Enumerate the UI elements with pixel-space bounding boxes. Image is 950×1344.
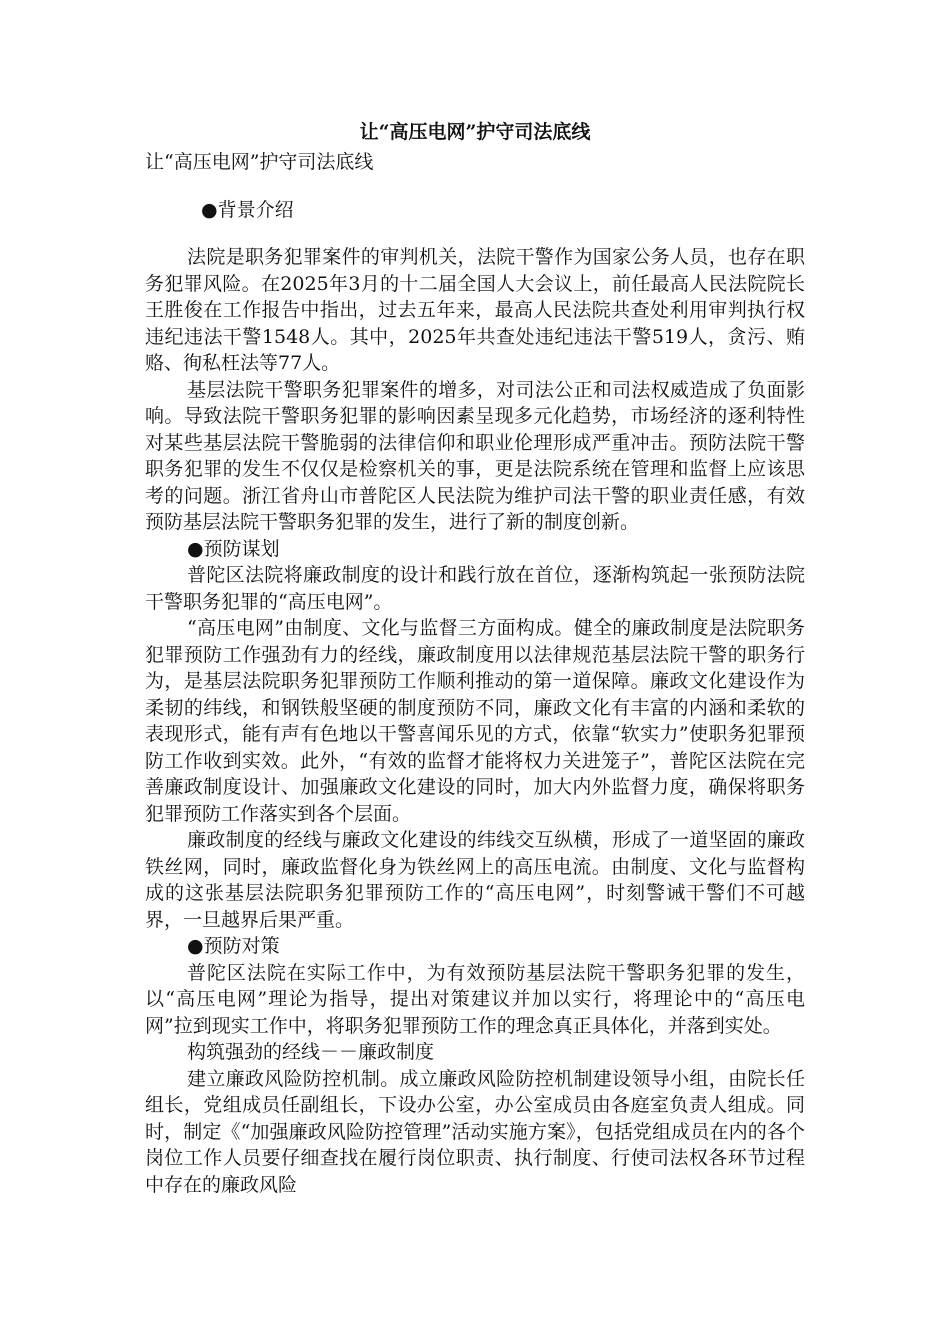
- paragraph: 基层法院干警职务犯罪案件的增多，对司法公正和司法权威造成了负面影响。导致法院干警职务犯罪的影响因素呈现多元化趋势，市场经济的逐利特性对某些基层法院干警脆弱的法律信仰和职业伦理形成严重冲击。预防法院干警职务犯罪的发生不仅仅是检察机关的事，更是法院系统在管理和监督上应该思考的问题。浙江省舟山市普陀区人民法院为维护司法干警的职业责任感，有效预防基层法院干警职务犯罪的发生，进行了新的制度创新。: [145, 378, 805, 533]
- paragraph: 法院是职务犯罪案件的审判机关，法院干警作为国家公务人员，也存在职务犯罪风险。在2025年3月的十二届全国人大会议上，前任最高人民法院院长王胜俊在工作报告中指出，过去五年来，最高人民法院共查处利用审判执行权违纪违法干警1548人。其中，2025年共查处违纪违法干警519人，贪污、贿赂、徇私枉法等77人。: [145, 246, 805, 374]
- paragraph: “高压电网”由制度、文化与监督三方面构成。健全的廉政制度是法院职务犯罪预防工作强劲有力的经线，廉政制度用以法律规范基层法院干警的职务行为，是基层法院职务犯罪预防工作顺利推动的第一道保障。廉政文化建设作为柔韧的纬线，和钢铁般坚硬的制度预防不同，廉政文化有丰富的内涵和柔软的表现形式，能有声有色地以干警喜闻乐见的方式，依靠“软实力”使职务犯罪预防工作收到实效。此外，“有效的监督才能将权力关进笼子”，普陀区法院在完善廉政制度设计、加强廉政文化建设的同时，加大内外监督力度，确保将职务犯罪预防工作落实到各个层面。: [145, 617, 805, 825]
- paragraph: 建立廉政风险防控机制。成立廉政风险防控机制建设领导小组，由院长任组长，党组成员任副组长，下设办公室，办公室成员由各庭室负责人组成。同时，制定《“加强廉政风险防控管理”活动实施方案》，包括党组成员在内的各个岗位工作人员要仔细查找在履行岗位职责、执行制度、行使司法权各环节过程中存在的廉政风险: [145, 1067, 805, 1196]
- section-heading-planning: ●预防谋划: [187, 537, 280, 560]
- paragraph: 普陀区法院将廉政制度的设计和践行放在首位，逐渐构筑起一张预防法院干警职务犯罪的“高压电网”。: [145, 564, 805, 613]
- paragraph: 普陀区法院在实际工作中，为有效预防基层法院干警职务犯罪的发生，以“高压电网”理论为指导，提出对策建议并加以实行，将理论中的“高压电网”拉到现实工作中，将职务犯罪预防工作的理念真正具体化，并落到实处。: [145, 961, 805, 1037]
- subsection-heading: 构筑强劲的经线－－廉政制度: [187, 1041, 435, 1063]
- section-heading-background: ●背景介绍: [201, 199, 294, 221]
- document-title: 让“高压电网”护守司法底线: [359, 121, 591, 143]
- document-subtitle: 让“高压电网”护守司法底线: [145, 151, 374, 173]
- paragraph: 廉政制度的经线与廉政文化建设的纬线交互纵横，形成了一道坚固的廉政铁丝网，同时，廉政监督化身为铁丝网上的高压电流。由制度、文化与监督构成的这张基层法院职务犯罪预防工作的“高压电网”，时刻警诫干警们不可越界，一旦越界后果严重。: [145, 829, 805, 931]
- document-page: [145, 118, 805, 1198]
- section-heading-measures: ●预防对策: [187, 935, 280, 957]
